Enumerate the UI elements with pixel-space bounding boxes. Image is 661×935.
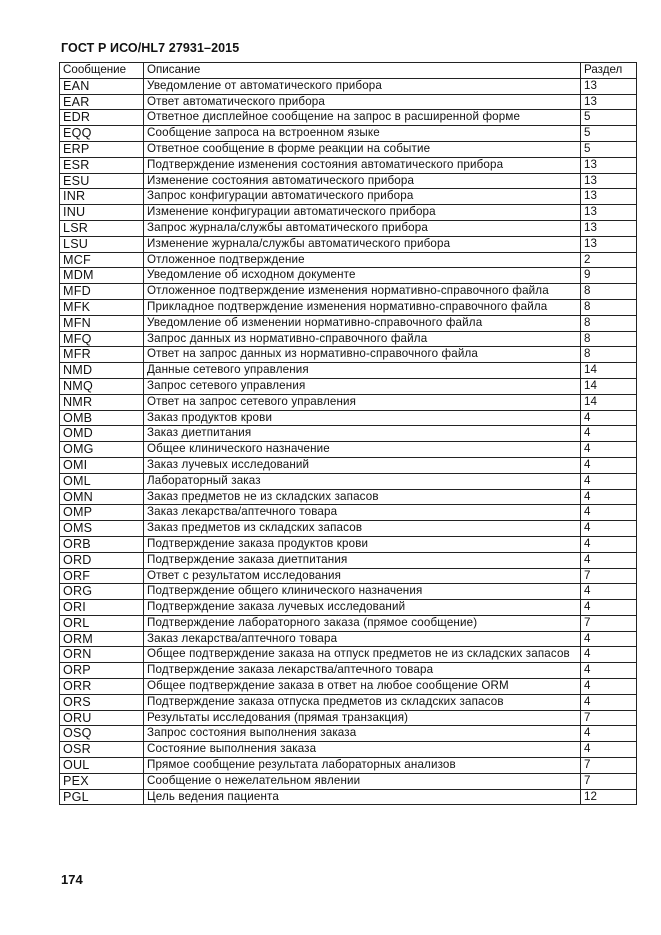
message-code-cell: OMD — [60, 426, 144, 442]
message-code-cell: INR — [60, 189, 144, 205]
section-cell: 9 — [581, 268, 637, 284]
message-code-cell: PGL — [60, 789, 144, 805]
section-cell: 7 — [581, 615, 637, 631]
message-code-cell: ORP — [60, 663, 144, 679]
section-cell: 14 — [581, 394, 637, 410]
message-code-cell: ESR — [60, 157, 144, 173]
section-cell: 13 — [581, 157, 637, 173]
description-cell: Запрос сетевого управления — [144, 378, 581, 394]
description-cell: Запрос конфигурации автоматического прибора — [144, 189, 581, 205]
section-cell: 4 — [581, 600, 637, 616]
section-cell: 4 — [581, 726, 637, 742]
section-cell: 4 — [581, 505, 637, 521]
description-cell: Данные сетевого управления — [144, 363, 581, 379]
message-code-cell: MCF — [60, 252, 144, 268]
section-cell: 4 — [581, 647, 637, 663]
section-cell: 14 — [581, 378, 637, 394]
message-code-cell: EDR — [60, 110, 144, 126]
message-types-table — [59, 62, 637, 805]
message-code-cell: ORN — [60, 647, 144, 663]
table-row — [60, 758, 637, 774]
document-header: ГОСТ Р ИСО/HL7 27931–2015 — [61, 41, 240, 55]
message-code-cell: OMI — [60, 457, 144, 473]
section-cell: 8 — [581, 315, 637, 331]
section-cell: 13 — [581, 173, 637, 189]
table-row — [60, 726, 637, 742]
table-row — [60, 710, 637, 726]
section-cell: 4 — [581, 473, 637, 489]
description-cell: Ответ автоматического прибора — [144, 94, 581, 110]
table-row — [60, 220, 637, 236]
section-cell: 13 — [581, 78, 637, 94]
table-row — [60, 521, 637, 537]
section-cell: 2 — [581, 252, 637, 268]
table-row — [60, 600, 637, 616]
table-row — [60, 331, 637, 347]
section-cell: 5 — [581, 110, 637, 126]
table-row — [60, 268, 637, 284]
message-code-cell: ESU — [60, 173, 144, 189]
message-code-cell: MFD — [60, 284, 144, 300]
message-code-cell: OMS — [60, 521, 144, 537]
section-cell: 4 — [581, 410, 637, 426]
description-cell: Подтверждение лабораторного заказа (прямое сообщение) — [144, 615, 581, 631]
section-cell: 4 — [581, 521, 637, 537]
section-cell: 4 — [581, 426, 637, 442]
section-cell: 13 — [581, 189, 637, 205]
table-row — [60, 505, 637, 521]
description-cell: Уведомление об исходном документе — [144, 268, 581, 284]
table-row — [60, 410, 637, 426]
table-row — [60, 426, 637, 442]
description-cell: Заказ предметов не из складских запасов — [144, 489, 581, 505]
description-cell: Результаты исследования (прямая транзакция) — [144, 710, 581, 726]
table-row — [60, 568, 637, 584]
description-cell: Прямое сообщение результата лабораторных анализов — [144, 758, 581, 774]
message-code-cell: INU — [60, 205, 144, 221]
description-cell: Уведомление об изменении нормативно-справочного файла — [144, 315, 581, 331]
section-cell: 4 — [581, 442, 637, 458]
table-row — [60, 94, 637, 110]
description-cell: Состояние выполнения заказа — [144, 742, 581, 758]
section-cell: 7 — [581, 710, 637, 726]
section-cell: 8 — [581, 299, 637, 315]
message-code-cell: OSR — [60, 742, 144, 758]
table-row — [60, 363, 637, 379]
section-cell: 13 — [581, 236, 637, 252]
message-code-cell: OMG — [60, 442, 144, 458]
message-code-cell: ORD — [60, 552, 144, 568]
table-row — [60, 536, 637, 552]
message-code-cell: MDM — [60, 268, 144, 284]
section-cell: 4 — [581, 457, 637, 473]
description-cell: Отложенное подтверждение — [144, 252, 581, 268]
message-code-cell: OML — [60, 473, 144, 489]
message-code-cell: ORL — [60, 615, 144, 631]
message-code-cell: NMD — [60, 363, 144, 379]
section-cell: 4 — [581, 742, 637, 758]
message-code-cell: EAR — [60, 94, 144, 110]
description-cell: Изменение конфигурации автоматического прибора — [144, 205, 581, 221]
section-cell: 4 — [581, 552, 637, 568]
table-row — [60, 126, 637, 142]
description-cell: Подтверждение заказа диетпитания — [144, 552, 581, 568]
table-row — [60, 742, 637, 758]
table-row — [60, 141, 637, 157]
table-row — [60, 205, 637, 221]
table-row — [60, 347, 637, 363]
table-row — [60, 394, 637, 410]
section-cell: 4 — [581, 694, 637, 710]
section-cell: 14 — [581, 363, 637, 379]
section-cell: 4 — [581, 536, 637, 552]
message-code-cell: ORB — [60, 536, 144, 552]
message-code-cell: MFK — [60, 299, 144, 315]
message-code-cell: ORI — [60, 600, 144, 616]
table-row — [60, 489, 637, 505]
section-cell: 8 — [581, 347, 637, 363]
description-cell: Изменение журнала/службы автоматического прибора — [144, 236, 581, 252]
description-cell: Ответ с результатом исследования — [144, 568, 581, 584]
section-cell: 13 — [581, 205, 637, 221]
table-row — [60, 378, 637, 394]
description-cell: Ответное дисплейное сообщение на запрос в расширенной форме — [144, 110, 581, 126]
section-cell: 4 — [581, 489, 637, 505]
description-cell: Общее клинического назначение — [144, 442, 581, 458]
message-code-cell: MFN — [60, 315, 144, 331]
table-row — [60, 679, 637, 695]
section-cell: 8 — [581, 331, 637, 347]
description-cell: Заказ лекарства/аптечного товара — [144, 631, 581, 647]
message-code-cell: OMN — [60, 489, 144, 505]
message-code-cell: ERP — [60, 141, 144, 157]
description-cell: Общее подтверждение заказа на отпуск предметов не из складских запасов — [144, 647, 581, 663]
table-row — [60, 157, 637, 173]
message-code-cell: EQQ — [60, 126, 144, 142]
table-row — [60, 189, 637, 205]
section-cell: 5 — [581, 141, 637, 157]
description-cell: Общее подтверждение заказа в ответ на любое сообщение ORM — [144, 679, 581, 695]
table-row — [60, 252, 637, 268]
description-cell: Подтверждение общего клинического назначения — [144, 584, 581, 600]
table-row — [60, 173, 637, 189]
message-code-cell: ORM — [60, 631, 144, 647]
description-cell: Подтверждение заказа лучевых исследований — [144, 600, 581, 616]
message-code-cell: ORR — [60, 679, 144, 695]
description-cell: Ответное сообщение в форме реакции на событие — [144, 141, 581, 157]
description-cell: Заказ диетпитания — [144, 426, 581, 442]
table-row — [60, 663, 637, 679]
message-code-cell: OMP — [60, 505, 144, 521]
message-code-cell: EAN — [60, 78, 144, 94]
table-row — [60, 552, 637, 568]
description-cell: Ответ на запрос данных из нормативно-справочного файла — [144, 347, 581, 363]
description-cell: Изменение состояния автоматического прибора — [144, 173, 581, 189]
section-cell: 13 — [581, 94, 637, 110]
table-row — [60, 694, 637, 710]
message-code-cell: NMQ — [60, 378, 144, 394]
description-cell: Подтверждение изменения состояния автоматического прибора — [144, 157, 581, 173]
description-cell: Запрос состояния выполнения заказа — [144, 726, 581, 742]
description-cell: Заказ продуктов крови — [144, 410, 581, 426]
description-cell: Подтверждение заказа отпуска предметов из складских запасов — [144, 694, 581, 710]
description-cell: Цель ведения пациента — [144, 789, 581, 805]
table-row — [60, 584, 637, 600]
description-cell: Ответ на запрос сетевого управления — [144, 394, 581, 410]
description-cell: Сообщение запроса на встроенном языке — [144, 126, 581, 142]
table-row — [60, 789, 637, 805]
description-cell: Прикладное подтверждение изменения нормативно-справочного файла — [144, 299, 581, 315]
description-cell: Лабораторный заказ — [144, 473, 581, 489]
column-header-section: Раздел — [581, 63, 637, 79]
description-cell: Уведомление от автоматического прибора — [144, 78, 581, 94]
message-code-cell: ORU — [60, 710, 144, 726]
table-header-row — [60, 63, 637, 79]
section-cell: 5 — [581, 126, 637, 142]
message-code-cell: OSQ — [60, 726, 144, 742]
table-row — [60, 236, 637, 252]
message-code-cell: MFQ — [60, 331, 144, 347]
message-code-cell: MFR — [60, 347, 144, 363]
column-header-description: Описание — [144, 63, 581, 79]
message-code-cell: NMR — [60, 394, 144, 410]
description-cell: Отложенное подтверждение изменения нормативно-справочного файла — [144, 284, 581, 300]
table-row — [60, 773, 637, 789]
message-code-cell: OMB — [60, 410, 144, 426]
section-cell: 4 — [581, 663, 637, 679]
table-row — [60, 315, 637, 331]
table-row — [60, 473, 637, 489]
section-cell: 4 — [581, 679, 637, 695]
description-cell: Запрос журнала/службы автоматического прибора — [144, 220, 581, 236]
table-row — [60, 78, 637, 94]
table-row — [60, 615, 637, 631]
section-cell: 7 — [581, 773, 637, 789]
table-row — [60, 442, 637, 458]
table-row — [60, 110, 637, 126]
section-cell: 4 — [581, 584, 637, 600]
message-code-cell: PEX — [60, 773, 144, 789]
message-code-cell: ORS — [60, 694, 144, 710]
message-code-cell: ORF — [60, 568, 144, 584]
description-cell: Заказ предметов из складских запасов — [144, 521, 581, 537]
column-header-message: Сообщение — [60, 63, 144, 79]
table-row — [60, 631, 637, 647]
description-cell: Сообщение о нежелательном явлении — [144, 773, 581, 789]
message-code-cell: LSU — [60, 236, 144, 252]
description-cell: Подтверждение заказа лекарства/аптечного товара — [144, 663, 581, 679]
description-cell: Заказ лекарства/аптечного товара — [144, 505, 581, 521]
message-code-cell: OUL — [60, 758, 144, 774]
section-cell: 4 — [581, 631, 637, 647]
description-cell: Подтверждение заказа продуктов крови — [144, 536, 581, 552]
message-code-cell: LSR — [60, 220, 144, 236]
table-row — [60, 299, 637, 315]
table-row — [60, 647, 637, 663]
section-cell: 7 — [581, 758, 637, 774]
message-code-cell: ORG — [60, 584, 144, 600]
page-number: 174 — [61, 872, 83, 887]
description-cell: Запрос данных из нормативно-справочного файла — [144, 331, 581, 347]
table-row — [60, 284, 637, 300]
section-cell: 13 — [581, 220, 637, 236]
section-cell: 7 — [581, 568, 637, 584]
section-cell: 12 — [581, 789, 637, 805]
table-row — [60, 457, 637, 473]
description-cell: Заказ лучевых исследований — [144, 457, 581, 473]
section-cell: 8 — [581, 284, 637, 300]
